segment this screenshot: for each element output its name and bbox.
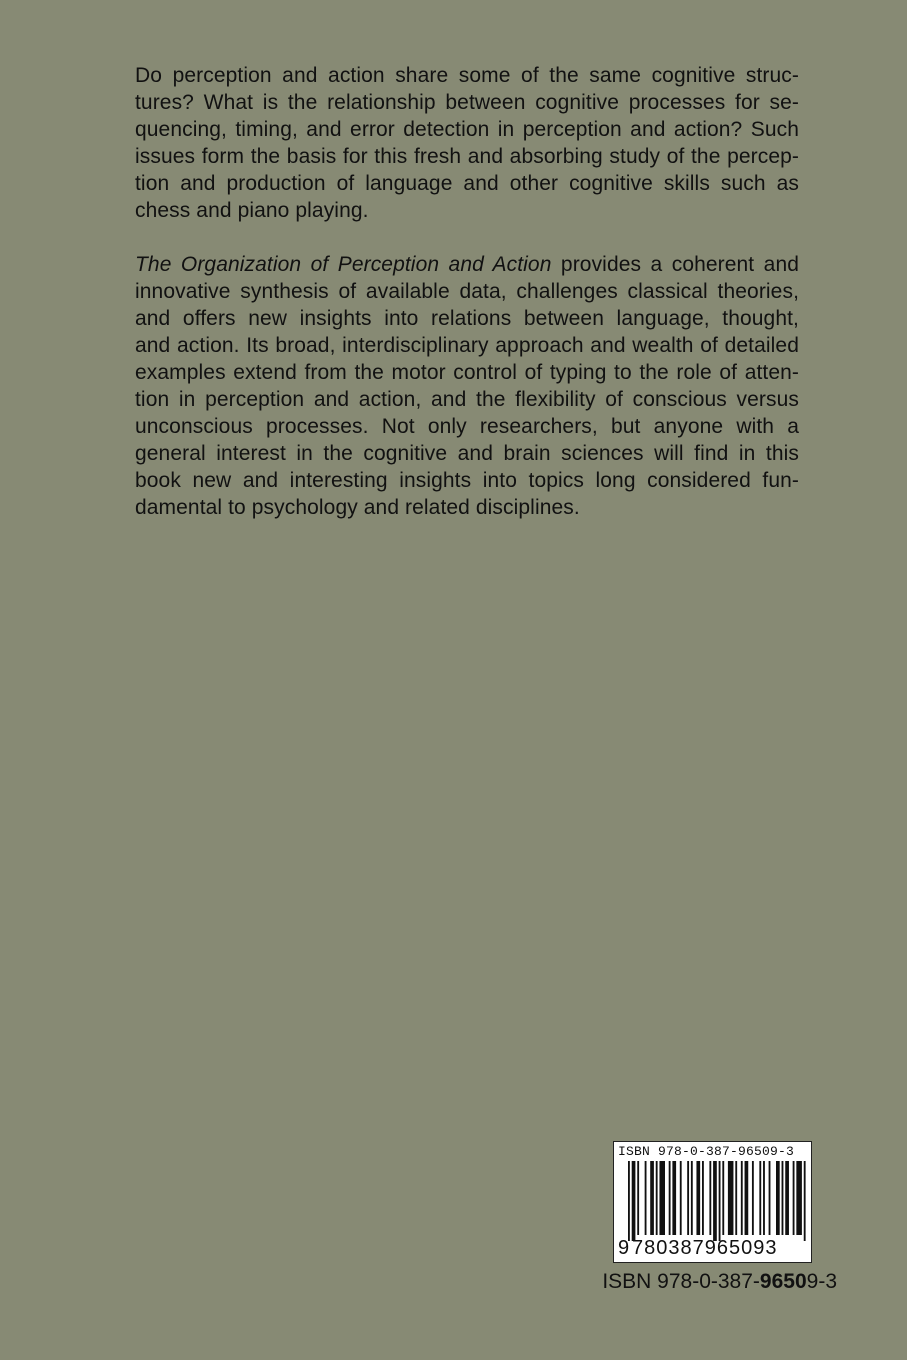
barcode-bar [759,1161,761,1235]
barcode-bar [709,1161,711,1235]
blurb-line: examples extend from the motor control of typing to the role of atten- [135,361,799,384]
barcode-bar [785,1161,789,1235]
blurb-line: and action. Its broad, interdisciplinary approach and wealth of detailed [135,334,799,357]
blurb-paragraph-1 [135,62,799,224]
barcode-bar [702,1161,704,1235]
barcode-bar [713,1161,717,1241]
blurb-line: unconscious processes. Not only researchers, but anyone with a [135,415,799,438]
barcode-bar [669,1161,671,1235]
barcode-bar [776,1161,780,1235]
book-title: The Organization of Perception and Action [135,253,552,276]
blurb-line: tures? What is the relationship between cognitive processes for se- [135,91,799,114]
barcode-bar [752,1161,754,1235]
blurb [135,62,799,521]
barcode-bar [793,1161,795,1235]
barcode-bar [650,1161,654,1235]
blurb-line: chess and piano playing. [135,199,369,222]
blurb-line: innovative synthesis of available data, challenges classical theories, [135,280,799,303]
blurb-line-with-title [135,251,799,278]
barcode-bar [735,1161,737,1235]
barcode-bar [656,1161,658,1235]
barcode-bar [659,1161,665,1235]
barcode-bar [804,1161,806,1241]
barcode-digits [618,1237,807,1259]
barcode-bar [763,1161,765,1235]
isbn-prefix: ISBN 978-0-387- [602,1270,760,1293]
barcode-bar [722,1161,724,1235]
blurb-line: tion and production of language and other cognitive skills such as [135,172,799,195]
barcode-bar [728,1161,734,1235]
blurb-line: Do perception and action share some of the same cognitive struc- [135,64,799,87]
barcode-isbn-label: ISBN 978-0-387-96509-3 [618,1144,795,1159]
blurb-paragraph-2 [135,251,799,521]
barcode-main-digits: 780387965093 [632,1237,778,1259]
barcode-bar [741,1161,743,1235]
blurb-line: issues form the basis for this fresh and absorbing study of the percep- [135,145,799,168]
blurb-line: damental to psychology and related disciplines. [135,496,580,519]
barcode-bar [769,1161,771,1235]
blurb-line: general interest in the cognitive and brain sciences will find in this [135,442,799,465]
blurb-line-rest: provides a coherent and [551,253,799,276]
barcode-bar [645,1161,647,1235]
barcode-bar [628,1161,630,1241]
blurb-line: tion in perception and action, and the flexibility of conscious versus [135,388,799,411]
blurb-line: quencing, timing, and error detection in perception and action? Such [135,118,799,141]
barcode-bar [696,1161,700,1235]
barcode-bar [637,1161,639,1235]
barcode-bar [687,1161,689,1235]
barcode-bar [680,1161,682,1235]
barcode-bar [782,1161,784,1235]
barcode-bar [796,1161,802,1235]
barcode-bar [691,1161,693,1235]
barcode-bar [632,1161,636,1241]
barcode-bar [719,1161,721,1241]
blurb-line: book new and interesting insights into topics long considered fun- [135,469,799,492]
barcode-bar [672,1161,676,1235]
barcode-bar [745,1161,749,1235]
barcode [613,1141,812,1263]
isbn-suffix: 9-3 [806,1270,837,1293]
barcode-bars [614,1161,811,1241]
barcode-lead-digit: 9 [618,1237,631,1259]
blurb-line: and offers new insights into relations between language, thought, [135,307,799,330]
isbn-bold-part: 9650 [759,1270,807,1293]
isbn-label [602,1269,837,1295]
